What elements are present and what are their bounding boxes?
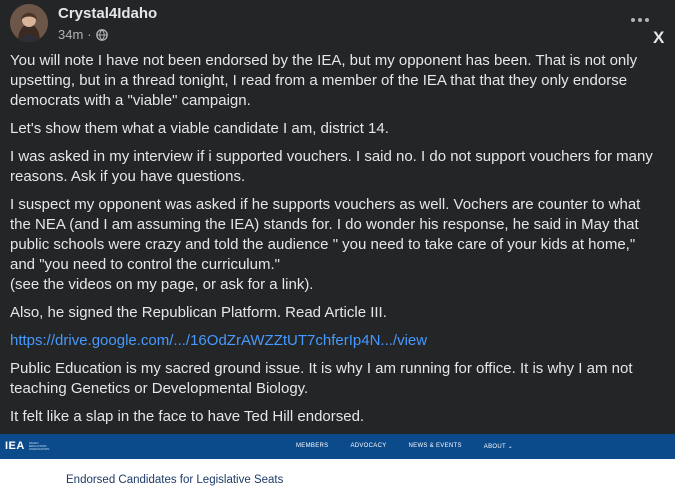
post-paragraph: It felt like a slap in the face to have Ted Hill endorsed. <box>10 408 365 425</box>
iea-menu-news-events[interactable]: NEWS & EVENTS <box>408 443 462 449</box>
post-body <box>10 51 660 435</box>
iea-menu <box>296 443 513 450</box>
iea-menu-about[interactable]: ABOUT ⌄ <box>483 444 514 450</box>
more-options-button[interactable] <box>626 10 654 30</box>
post-time[interactable]: 34m <box>58 27 84 42</box>
close-button[interactable] <box>653 29 669 47</box>
more-horizontal-icon <box>645 18 649 22</box>
more-horizontal-icon <box>631 18 635 22</box>
post-paragraph: I suspect my opponent was asked if he supports vouchers as well. Vochers are counter to what the NEA (and I am assuming the IEA) stands for. I do wonder his response, he said in May that public schools were crazy and told the audience " you need to take care of your kids at home," and "you need to control the curriculum." (see the videos on my page, or ask for a link). <box>10 196 641 293</box>
iea-menu-members[interactable]: MEMBERS <box>296 443 329 449</box>
post-paragraph: Also, he signed the Republican Platform. Read Article III. <box>10 304 387 321</box>
meta-separator: · <box>87 27 92 42</box>
globe-icon <box>96 29 108 41</box>
iea-logo: IEA <box>5 440 25 452</box>
drive-link[interactable]: https://drive.google.com/.../16OdZrAWZZtUT7chferIp4N.../view <box>10 332 428 349</box>
close-icon: X <box>653 28 665 47</box>
post-paragraph: Let's show them what a viable candidate I am, district 14. <box>10 120 389 137</box>
iea-nav-bar <box>0 434 675 459</box>
iea-logo-subtitle: IDAHO EDUCATION ASSOCIATION <box>29 441 50 451</box>
post-paragraph: Public Education is my sacred ground issue. It is why I am running for office. It is why I am not teaching Genetics or Developmental Biology. <box>10 360 633 397</box>
avatar-image <box>10 4 48 42</box>
iea-menu-advocacy[interactable]: ADVOCACY <box>350 443 387 449</box>
post-header <box>0 0 675 48</box>
author-name[interactable]: Crystal4Idaho <box>58 5 158 22</box>
post-paragraph: You will note I have not been endorsed by the IEA, but my opponent has been. That is not only upsetting, but in a thread tonight, I read from a member of the IEA that that they only endorse democrats with a "viable" campaign. <box>10 52 638 109</box>
link-preview[interactable] <box>0 434 675 500</box>
author-avatar[interactable] <box>10 4 48 42</box>
post-paragraph: I was asked in my interview if i supported vouchers. I said no. I do not support vouchers for many reasons. Ask if you have questions. <box>10 148 653 185</box>
post-meta <box>58 27 108 42</box>
more-horizontal-icon <box>638 18 642 22</box>
preview-title: Endorsed Candidates for Legislative Seats <box>66 474 284 486</box>
